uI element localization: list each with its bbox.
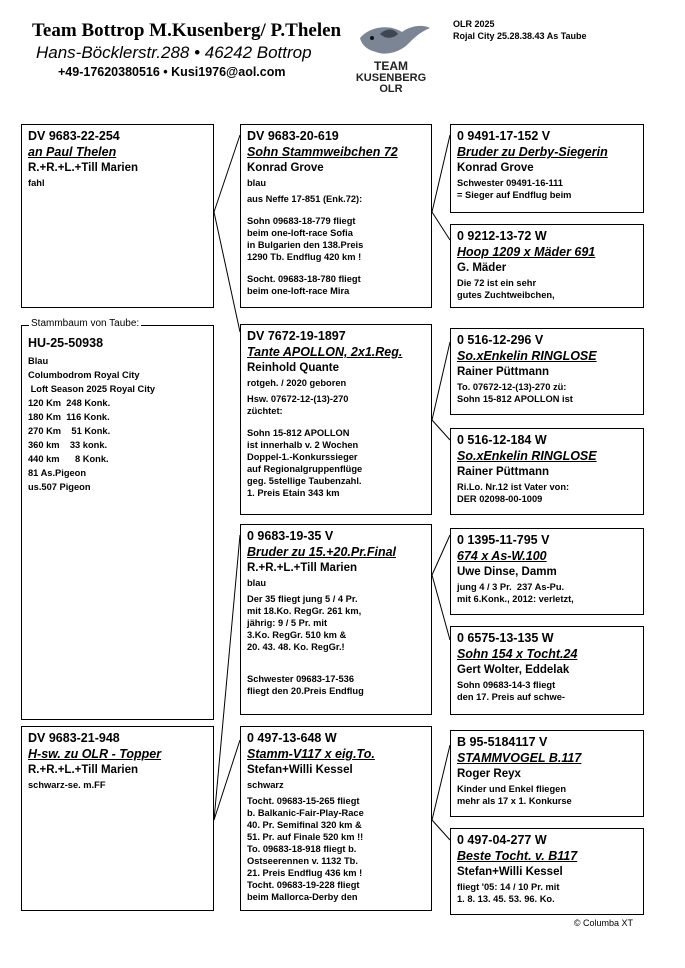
mmf-owner: Roger Reyx — [457, 768, 521, 780]
mf-line: 3.Ko. RegGr. 510 km & — [247, 630, 347, 640]
fmm-line: Ri.Lo. Nr.12 ist Vater von: — [457, 482, 570, 492]
mm-box — [240, 726, 432, 911]
ffm-line: Die 72 ist ein sehr — [457, 278, 537, 288]
mf-line: 20. 43. 48. Ko. RegGr.! — [247, 642, 345, 652]
ff-line: beim one-loft-race Mira — [247, 286, 350, 296]
fm-line: 1. Preis Etain 343 km — [247, 488, 340, 498]
mfm-line: den 17. Preis auf schwe- — [457, 692, 565, 702]
fm-line: geg. 5stellige Taubenzahl. — [247, 476, 362, 486]
mff-line: jung 4 / 3 Pr. 237 As-Pu. — [457, 582, 565, 592]
fmm-line: DER 02098-00-1009 — [457, 494, 543, 504]
subject-line: us.507 Pigeon — [28, 482, 91, 492]
subject-ring: HU-25-50938 — [28, 336, 104, 350]
subject-line: 270 Km 51 Konk. — [28, 426, 111, 436]
mother-ring: DV 9683-21-948 — [28, 731, 120, 745]
mfm-ring: 0 6575-13-135 W — [457, 631, 554, 645]
ff-line: 1290 Tb. Endflug 420 km ! — [247, 252, 362, 262]
ff-line: beim one-loft-race Sofia — [247, 228, 353, 238]
mf-owner: R.+R.+L.+Till Marien — [247, 562, 358, 574]
mff-line: mit 6.Konk., 2012: verletzt, — [457, 594, 574, 604]
fm-line: Hsw. 07672-12-(13)-270 — [247, 394, 349, 404]
mf-line: fliegt den 20.Preis Endflug — [247, 686, 364, 696]
mm-line: Ostseerennen v. 1132 Tb. — [247, 856, 358, 866]
fmf-name: So.xEnkelin RINGLOSE — [457, 349, 597, 363]
fmf-line: Sohn 15-812 APOLLON ist — [457, 394, 573, 404]
mmm-ring: 0 497-04-277 W — [457, 833, 547, 847]
mm-line: Tocht. 09683-19-228 fliegt — [247, 880, 360, 890]
mf-name: Bruder zu 15.+20.Pr.Final — [247, 545, 397, 559]
fff-ring: 0 9491-17-152 V — [457, 129, 551, 143]
fmf-box — [450, 328, 644, 415]
fmm-ring: 0 516-12-184 W — [457, 433, 547, 447]
ff-owner: Konrad Grove — [247, 162, 324, 174]
fff-owner: Konrad Grove — [457, 162, 534, 174]
fm-line: rotgeh. / 2020 geboren — [247, 378, 347, 388]
ff-line: in Bulgarien den 138.Preis — [247, 240, 364, 250]
mm-line: b. Balkanic-Fair-Play-Race — [247, 808, 364, 818]
ffm-owner: G. Mäder — [457, 262, 507, 274]
team-contact: +49-17620380516 • Kusi1976@aol.com — [58, 65, 286, 79]
mf-ring: 0 9683-19-35 V — [247, 529, 334, 543]
father-line: fahl — [28, 178, 45, 188]
fmm-name: So.xEnkelin RINGLOSE — [457, 449, 597, 463]
mm-line: 51. Pr. auf Finale 520 km !! — [247, 832, 364, 842]
mf-line: blau — [247, 578, 267, 588]
fm-ring: DV 7672-19-1897 — [247, 329, 346, 343]
ff-ring: DV 9683-20-619 — [247, 129, 339, 143]
subject-line: 180 Km 116 Konk. — [28, 412, 110, 422]
subject-box — [21, 325, 214, 720]
fm-box — [240, 324, 432, 515]
fmm-owner: Rainer Püttmann — [457, 466, 550, 478]
ffm-name: Hoop 1209 x Mäder 691 — [457, 245, 596, 259]
mmf-line: Kinder und Enkel fliegen — [457, 784, 566, 794]
mmm-name: Beste Tocht. v. B117 — [457, 849, 578, 863]
mf-line: mit 18.Ko. RegGr. 261 km, — [247, 606, 362, 616]
mff-box — [450, 528, 644, 615]
svg-text:OLR: OLR — [379, 83, 403, 95]
fm-line: züchtet: — [247, 406, 283, 416]
subject-line: Loft Season 2025 Royal City — [28, 384, 156, 394]
olr-title: OLR 2025 — [453, 19, 495, 29]
fmm-box — [450, 428, 644, 515]
mm-line: schwarz — [247, 780, 284, 790]
fff-box — [450, 124, 644, 213]
subject-line: 120 Km 248 Konk. — [28, 398, 111, 408]
mf-line: Schwester 09683-17-536 — [247, 674, 354, 684]
fm-owner: Reinhold Quante — [247, 362, 339, 374]
olr-line: Rojal City 25.28.38.43 As Taube — [453, 31, 587, 41]
subject-line: 81 As.Pigeon — [28, 468, 87, 478]
mm-name: Stamm-V117 x eig.To. — [247, 747, 375, 761]
ff-line: Socht. 09683-18-780 fliegt — [247, 274, 361, 284]
mf-line: jährig: 9 / 5 Pr. mit — [247, 618, 328, 628]
subject-line: 440 km 8 Konk. — [28, 454, 109, 464]
mm-line: To. 09683-18-918 fliegt b. — [247, 844, 357, 854]
father-ring: DV 9683-22-254 — [28, 129, 120, 143]
team-address: Hans-Böcklerstr.288 • 46242 Bottrop — [36, 43, 312, 62]
fm-line: auf Regionalgruppenflüge — [247, 464, 363, 474]
fm-name: Tante APOLLON, 2x1.Reg. — [247, 345, 403, 359]
mfm-line: Sohn 09683-14-3 fliegt — [457, 680, 556, 690]
father-name: an Paul Thelen — [28, 145, 117, 159]
mmm-line: fliegt '05: 14 / 10 Pr. mit — [457, 882, 560, 892]
mmf-box — [450, 730, 644, 817]
mmf-name: STAMMVOGEL B.117 — [457, 751, 582, 765]
mother-owner: R.+R.+L.+Till Marien — [28, 764, 139, 776]
ff-box — [240, 124, 432, 308]
ffm-ring: 0 9212-13-72 W — [457, 229, 547, 243]
fm-line: ist innerhalb v. 2 Wochen — [247, 440, 359, 450]
fmf-line: To. 07672-12-(13)-270 zü: — [457, 382, 567, 392]
fff-name: Bruder zu Derby-Siegerin — [457, 145, 608, 159]
mother-line: schwarz-se. m.FF — [28, 780, 106, 790]
mm-ring: 0 497-13-648 W — [247, 731, 337, 745]
ff-line: aus Neffe 17-851 (Enk.72): — [247, 194, 363, 204]
mmm-box — [450, 828, 644, 915]
father-box — [21, 124, 214, 308]
mff-ring: 0 1395-11-795 V — [457, 533, 550, 547]
mm-line: beim Mallorca-Derby den — [247, 892, 358, 902]
mm-line: 40. Pr. Semifinal 320 km & — [247, 820, 362, 830]
mfm-owner: Gert Wolter, Eddelak — [457, 664, 570, 676]
fff-line: = Sieger auf Endflug beim — [457, 190, 572, 200]
mmf-line: mehr als 17 x 1. Konkurse — [457, 796, 572, 806]
fff-line: Schwester 09491-16-111 — [457, 178, 563, 188]
team-title: Team Bottrop M.Kusenberg/ P.Thelen — [32, 20, 342, 41]
mf-line: Der 35 fliegt jung 5 / 4 Pr. — [247, 594, 358, 604]
mother-name: H-sw. zu OLR - Topper — [28, 747, 162, 761]
mmm-line: 1. 8. 13. 45. 53. 96. Ko. — [457, 894, 555, 904]
mm-line: Tocht. 09683-15-265 fliegt — [247, 796, 360, 806]
mff-owner: Uwe Dinse, Damm — [457, 566, 557, 578]
fmf-owner: Rainer Püttmann — [457, 366, 550, 378]
mm-owner: Stefan+Willi Kessel — [247, 764, 353, 776]
fmf-ring: 0 516-12-296 V — [457, 333, 544, 347]
mmf-ring: B 95-5184117 V — [457, 735, 548, 749]
mm-line: 21. Preis Endflug 436 km ! — [247, 868, 363, 878]
ff-line: Sohn 09683-18-779 fliegt — [247, 216, 356, 226]
mff-name: 674 x As-W.100 — [457, 549, 547, 563]
subject-line: Columbodrom Royal City — [28, 370, 140, 380]
ffm-line: gutes Zuchtweibchen, — [457, 290, 555, 300]
svg-text:KUSENBERG: KUSENBERG — [355, 72, 427, 84]
subject-line: Blau — [28, 356, 49, 366]
ff-line: blau — [247, 178, 267, 188]
fm-line: Doppel-1.-Konkurssieger — [247, 452, 358, 462]
svg-text:TEAM: TEAM — [374, 59, 408, 73]
mfm-name: Sohn 154 x Tocht.24 — [457, 647, 578, 661]
footer-credit: © Columba XT — [573, 918, 633, 928]
father-owner: R.+R.+L.+Till Marien — [28, 162, 139, 174]
mfm-box — [450, 626, 644, 715]
ff-name: Sohn Stammweibchen 72 — [247, 145, 398, 159]
ffm-box — [450, 224, 644, 308]
pedigree-legend: Stammbaum von Taube: — [31, 318, 140, 329]
mother-box — [21, 726, 214, 911]
fm-line: Sohn 15-812 APOLLON — [247, 428, 350, 438]
subject-line: 360 km 33 konk. — [28, 440, 108, 450]
mf-box — [240, 524, 432, 715]
mmm-owner: Stefan+Willi Kessel — [457, 866, 563, 878]
